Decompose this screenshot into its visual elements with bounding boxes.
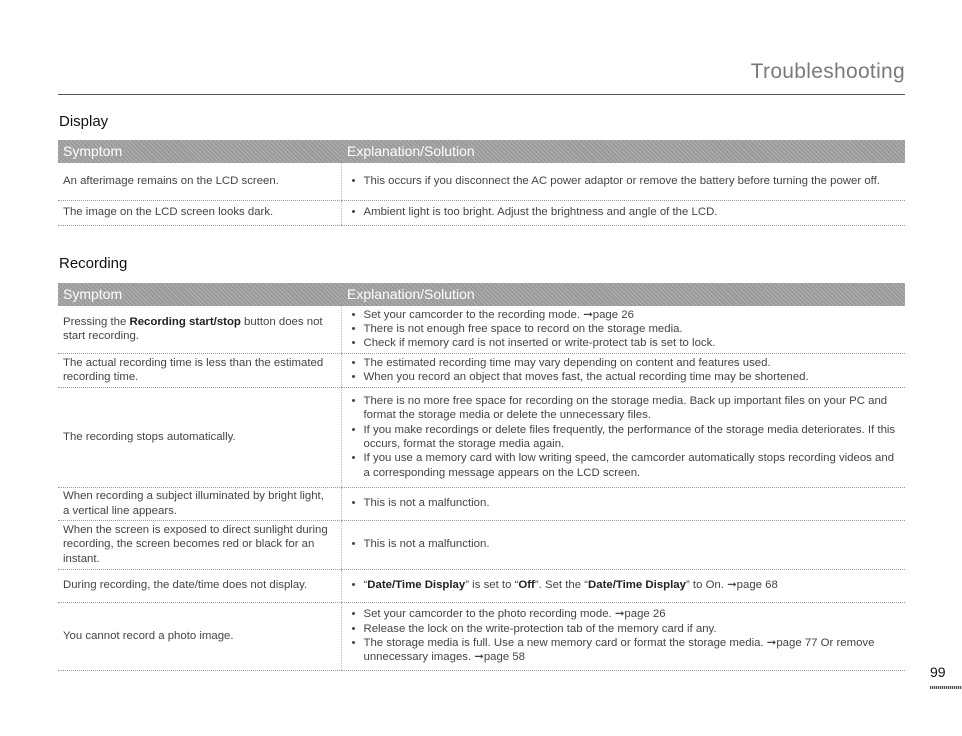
solution-header: Explanation/Solution (341, 140, 905, 163)
solution-item: • There is not enough free space to record on the storage media. (348, 322, 898, 336)
solution-item: • There is no more free space for recording on the storage media. Back up important files on your PC and format the storage media or delete the unnecessary files. (348, 394, 898, 423)
solution-header: Explanation/Solution (341, 283, 905, 306)
solution-cell (341, 520, 905, 569)
menu-name: Date/Time Display (588, 579, 686, 592)
table-row (58, 569, 905, 602)
solution-item: • This is not a malfunction. (348, 496, 898, 510)
solution-item: • Release the lock on the write-protection tab of the memory card if any. (348, 622, 898, 636)
solution-item: • This is not a malfunction. (348, 537, 898, 551)
solution-item: • Set your camcorder to the recording mode. ➞page 26 (348, 308, 898, 322)
menu-value: Off (518, 579, 535, 592)
table-row (58, 520, 905, 569)
symptom-button-name: Recording start/stop (129, 315, 241, 328)
solution-text: “ (363, 579, 368, 592)
table-row (58, 602, 905, 670)
solution-text: ” is set to “ (465, 579, 519, 592)
page-title: Troubleshooting (750, 60, 905, 83)
display-heading: Display (59, 113, 109, 130)
display-table (58, 140, 905, 226)
solution-item: • The estimated recording time may vary depending on content and features used. (348, 356, 898, 370)
page-number: 99 (930, 664, 946, 680)
table-row (58, 306, 905, 353)
table-header-row (58, 140, 905, 163)
solution-cell (341, 306, 905, 353)
solution-item: • The storage media is full. Use a new memory card or format the storage media. ➞page 77 Or remove unnecessary images. ➞page 58 (348, 636, 898, 665)
solution-cell (341, 487, 905, 520)
solution-cell (341, 353, 905, 387)
solution-item: • Set your camcorder to the photo recording mode. ➞page 26 (348, 607, 898, 621)
solution-item: • This occurs if you disconnect the AC power adaptor or remove the battery before turning the power off. (348, 174, 898, 188)
symptom-cell: When the screen is exposed to direct sunlight during recording, the screen becomes red or black for an instant. (58, 520, 341, 569)
symptom-header: Symptom (58, 283, 341, 306)
solution-text: ” to On. ➞page 68 (685, 579, 778, 592)
solution-cell (341, 387, 905, 487)
solution-item: • If you make recordings or delete files frequently, the performance of the storage media deteriorates. If this occurs, format the storage media again. (348, 423, 898, 452)
solution-item: • If you use a memory card with low writing speed, the camcorder automatically stops recording videos and a corresponding message appears on the LCD screen. (348, 451, 898, 480)
solution-item: • Check if memory card is not inserted or write-protect tab is set to lock. (348, 336, 898, 350)
symptom-cell: An afterimage remains on the LCD screen. (58, 163, 341, 200)
solution-item: • When you record an object that moves fast, the actual recording time may be shortened. (348, 370, 898, 384)
recording-table (58, 283, 905, 671)
symptom-cell: When recording a subject illuminated by bright light, a vertical line appears. (58, 487, 341, 520)
table-row (58, 163, 905, 200)
table-row (58, 353, 905, 387)
symptom-cell: You cannot record a photo image. (58, 602, 341, 670)
symptom-header: Symptom (58, 140, 341, 163)
title-divider (58, 94, 905, 95)
solution-cell (341, 163, 905, 200)
solution-cell (341, 569, 905, 602)
symptom-text: button does not start recording. (63, 315, 323, 343)
page-number-bar (930, 686, 962, 689)
table-row (58, 487, 905, 520)
solution-item (348, 578, 898, 592)
solution-cell (341, 602, 905, 670)
recording-heading: Recording (59, 255, 128, 272)
symptom-cell: The recording stops automatically. (58, 387, 341, 487)
symptom-cell: During recording, the date/time does not display. (58, 569, 341, 602)
symptom-cell: The actual recording time is less than the estimated recording time. (58, 353, 341, 387)
symptom-cell (58, 306, 341, 353)
table-row (58, 387, 905, 487)
table-row (58, 200, 905, 225)
table-header-row (58, 283, 905, 306)
symptom-text: Pressing the (63, 315, 130, 328)
solution-cell (341, 200, 905, 225)
menu-name: Date/Time Display (367, 579, 466, 592)
symptom-cell: The image on the LCD screen looks dark. (58, 200, 341, 225)
solution-text: ”. Set the “ (534, 579, 589, 592)
solution-item: • Ambient light is too bright. Adjust the brightness and angle of the LCD. (348, 205, 898, 219)
